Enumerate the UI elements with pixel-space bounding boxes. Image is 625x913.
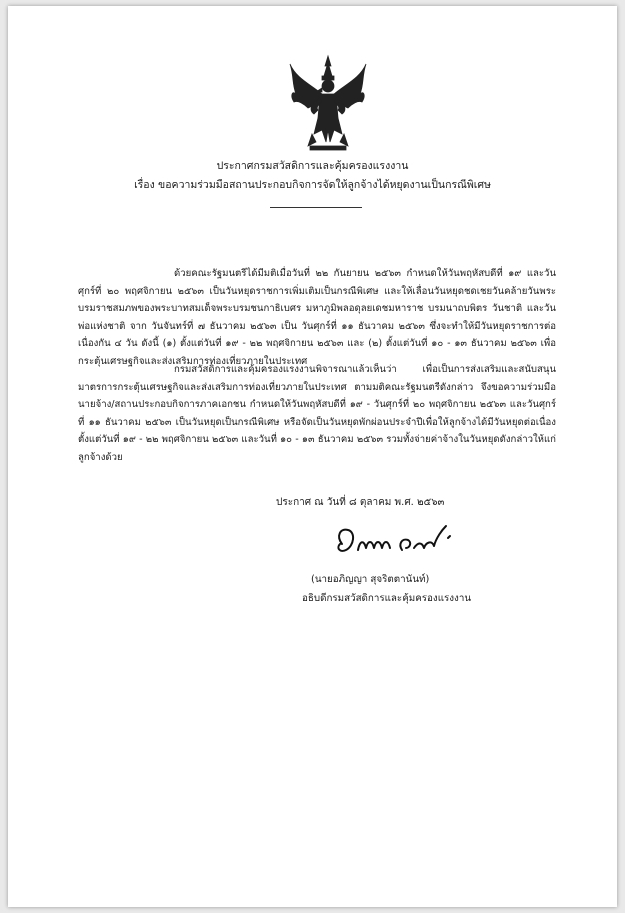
body-paragraph-1: ด้วยคณะรัฐมนตรีได้มีมติเมื่อวันที่ ๒๒ กันยายน ๒๕๖๓ กำหนดให้วันพฤหัสบดีที่ ๑๙ และวันศุกร์ที่ ๒๐ พฤศจิกายน ๒๕๖๓ เป็นวันหยุดราชการเพิ่มเติมเป็นกรณีพิเศษ และให้เลื่อนวันหยุดชดเชยวันคล้ายวันพระบรมราชสมภพของพระบาทสมเด็จพระบรมชนกาธิเบศร มหาภูมิพลอดุลยเดชมหาราช บรมนาถบพิตร วันชาติ และวันพ่อแห่งชาติ จาก วันจันทร์ที่ ๗ ธันวาคม ๒๕๖๓ เป็น วันศุกร์ที่ ๑๑ ธันวาคม ๒๕๖๓ ซึ่งจะทำให้มีวันหยุดราชการต่อเนื่องกัน ๔ วัน ดังนี้ (๑) ตั้งแต่วันที่ ๑๙ - ๒๒ พฤศจิกายน ๒๕๖๓ และ (๒) ตั้งแต่วันที่ ๑๐ - ๑๓ ธันวาคม ๒๕๖๓ เพื่อกระตุ้นเศรษฐกิจและส่งเสริมการท่องเที่ยวภายในประเทศ <box>78 268 556 367</box>
signer-name: (นายอภิญญา สุจริตตานันท์) <box>311 574 430 585</box>
body-paragraph-2: กรมสวัสดิการและคุ้มครองแรงงานพิจารณาแล้วเห็นว่า เพื่อเป็นการส่งเสริมและสนับสนุนมาตรการกระตุ้นเศรษฐกิจและส่งเสริมการท่องเที่ยวภายในประเทศ ตามมติคณะรัฐมนตรีดังกล่าว จึงขอความร่วมมือนายจ้าง/สถานประกอบกิจการภาคเอกชน กำหนดให้วันพฤหัสบดีที่ ๑๙ - วันศุกร์ที่ ๒๐ พฤศจิกายน ๒๕๖๓ และวันศุกร์ที่ ๑๑ ธันวาคม ๒๕๖๓ เป็นวันหยุดเป็นกรณีพิเศษ หรือจัดเป็นวันหยุดพักผ่อนประจำปีเพื่อให้ลูกจ้างได้มีวันหยุดต่อเนื่องตั้งแต่วันที่ ๑๙ - ๒๒ พฤศจิกายน ๒๕๖๓ และวันที่ ๑๐ - ๑๓ ธันวาคม ๒๕๖๓ รวมทั้งจ่ายค่าจ้างในวันหยุดดังกล่าวให้แก่ลูกจ้างด้วย <box>78 364 556 463</box>
title-divider <box>270 207 362 208</box>
announcement-date: ประกาศ ณ วันที่ ๘ ตุลาคม พ.ศ. ๒๕๖๓ <box>276 497 445 508</box>
signer-title: อธิบดีกรมสวัสดิการและคุ้มครองแรงงาน <box>302 593 472 604</box>
announcement-title: ประกาศกรมสวัสดิการและคุ้มครองแรงงาน <box>216 160 409 172</box>
document-page <box>8 6 617 907</box>
garuda-emblem-icon <box>286 54 370 154</box>
handwritten-signature <box>328 520 468 564</box>
announcement-subject: เรื่อง ขอความร่วมมือสถานประกอบกิจการจัดให้ลูกจ้างได้หยุดงานเป็นกรณีพิเศษ <box>134 179 491 191</box>
